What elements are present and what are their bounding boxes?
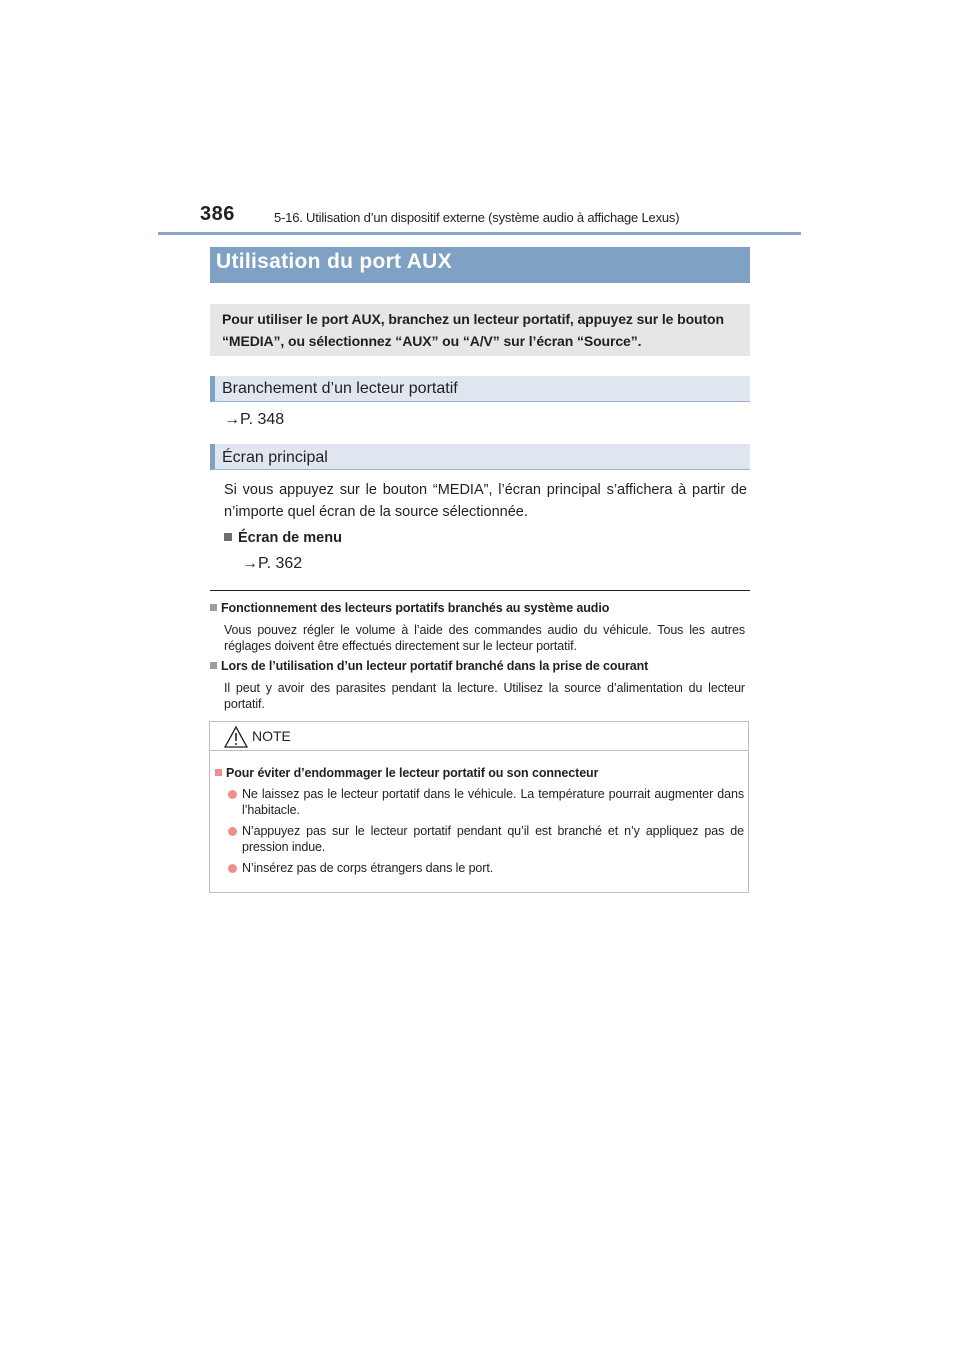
square-bullet-icon <box>210 604 217 611</box>
chapter-header: 5-16. Utilisation d’un dispositif externe (système audio à affichage Lexus) <box>274 210 680 225</box>
warning-triangle-icon <box>224 726 248 748</box>
caution-bullet: N’insérez pas de corps étrangers dans le port. <box>228 860 744 876</box>
square-bullet-icon <box>224 533 232 541</box>
page-number: 386 <box>200 203 235 225</box>
round-bullet-icon <box>228 790 237 799</box>
ecran-principal-text: Si vous appuyez sur le bouton “MEDIA”, l’écran principal s’affichera à partir de n’importe quel écran de la source sélectionnée. <box>224 482 747 520</box>
subsection-title-branchement: Branchement d’un lecteur portatif <box>222 380 458 397</box>
round-bullet-icon <box>228 827 237 836</box>
caution-bullet: Ne laissez pas le lecteur portatif dans le véhicule. La température pourrait augmenter dans l’habitacle. <box>228 786 744 818</box>
note-heading: Fonctionnement des lecteurs portatifs branchés au système audio <box>210 600 609 616</box>
caution-heading: Pour éviter d’endommager le lecteur portatif ou son connecteur <box>215 765 598 781</box>
subsection-title-ecran: Écran principal <box>222 449 328 466</box>
menu-heading: Écran de menu <box>224 527 342 549</box>
intro-text: Pour utiliser le port AUX, branchez un lecteur portatif, appuyez sur le bouton “MEDIA”, ou sélectionnez “AUX” ou “A/V” sur l’écran “Source”. <box>222 311 724 349</box>
square-bullet-icon <box>210 662 217 669</box>
section-title: Utilisation du port AUX <box>216 250 452 273</box>
menu-reference-link[interactable]: →P. 362 <box>242 555 303 572</box>
header-rule <box>158 232 801 235</box>
round-bullet-icon <box>228 864 237 873</box>
note-heading: Lors de l’utilisation d’un lecteur portatif branché dans la prise de courant <box>210 658 648 674</box>
square-bullet-icon <box>215 769 222 776</box>
section-divider <box>210 590 750 591</box>
note-text: Il peut y avoir des parasites pendant la lecture. Utilisez la source d’alimentation du lecteur portatif. <box>224 681 745 711</box>
note-text: Vous pouvez régler le volume à l’aide des commandes audio du véhicule. Tous les autres réglages doivent être effectués directement sur le lecteur portatif. <box>224 623 745 653</box>
caution-label: NOTE <box>252 728 291 744</box>
arrow-right-icon: → <box>242 555 258 572</box>
page-reference-link[interactable]: →P. 348 <box>224 411 285 428</box>
caution-header-rule <box>210 750 749 751</box>
caution-bullet: N’appuyez pas sur le lecteur portatif pendant qu’il est branché et n’y appliquez pas de pression indue. <box>228 823 744 855</box>
arrow-right-icon: → <box>224 411 240 428</box>
